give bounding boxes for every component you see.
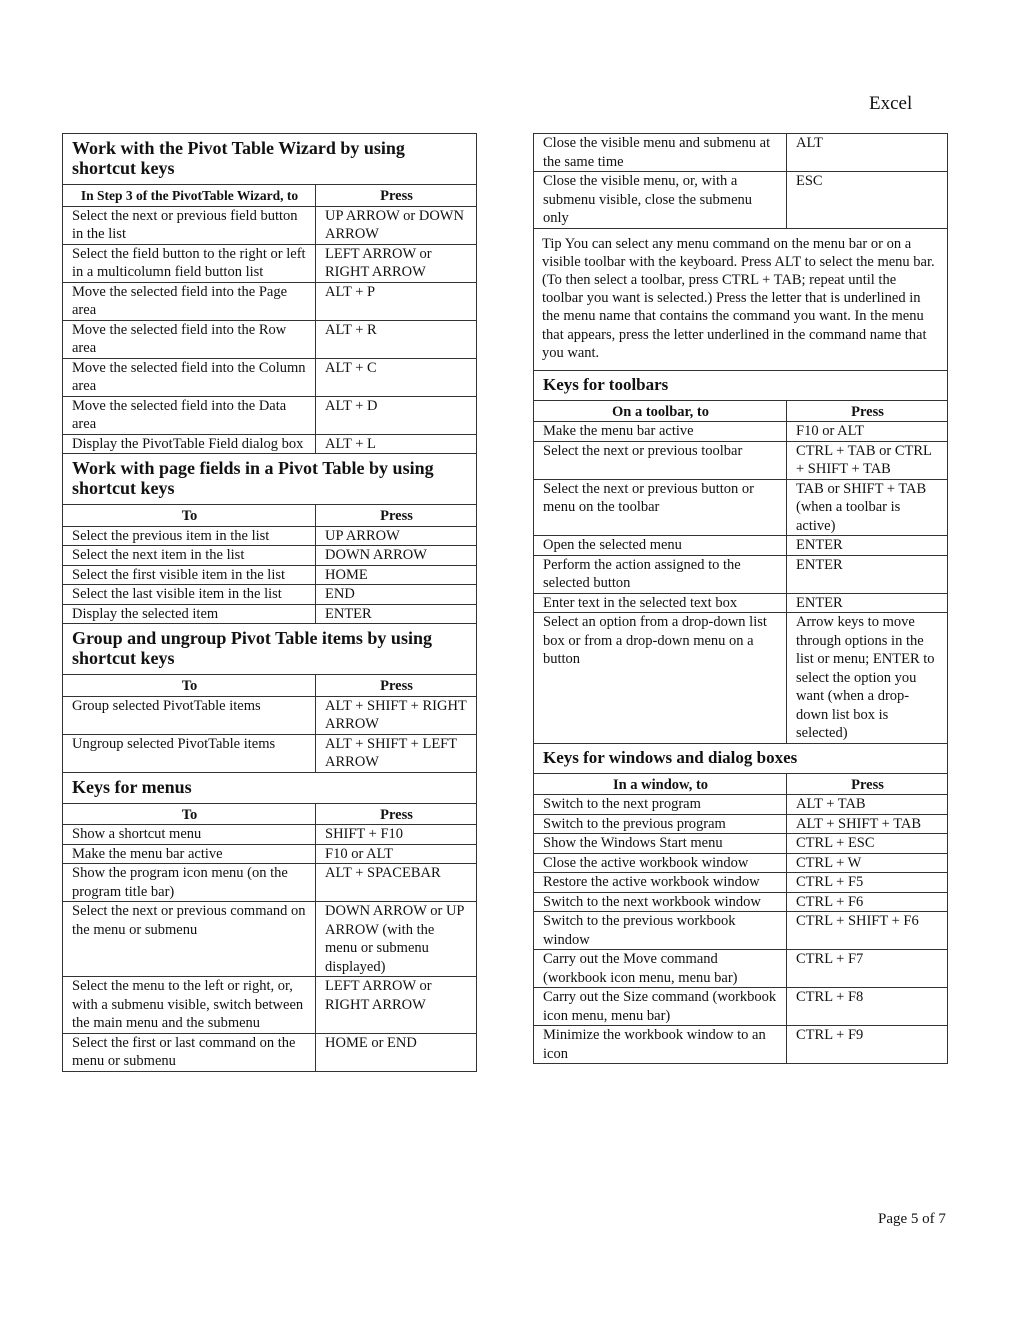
action-cell: Close the active workbook window bbox=[534, 853, 787, 873]
key-cell: CTRL + F7 bbox=[787, 950, 948, 988]
action-cell: Make the menu bar active bbox=[534, 422, 787, 442]
table-row bbox=[534, 873, 947, 893]
left-column bbox=[62, 133, 477, 1072]
action-cell: Select the first visible item in the list bbox=[63, 565, 316, 585]
action-cell: Move the selected field into the Data area bbox=[63, 396, 316, 434]
table-header-row bbox=[534, 774, 947, 795]
key-cell: CTRL + SHIFT + F6 bbox=[787, 912, 948, 950]
column-header: To bbox=[63, 804, 316, 825]
section-title: Keys for menus bbox=[63, 773, 476, 804]
key-cell: ALT + P bbox=[316, 282, 477, 320]
key-cell: ALT + SPACEBAR bbox=[316, 864, 477, 902]
key-cell: ENTER bbox=[787, 593, 948, 613]
table-row bbox=[63, 434, 476, 453]
table-row bbox=[534, 1026, 947, 1064]
windows-dialogs-section bbox=[534, 744, 947, 1064]
key-cell: ALT + L bbox=[316, 434, 477, 453]
table-row bbox=[63, 282, 476, 320]
action-cell: Display the selected item bbox=[63, 604, 316, 623]
key-cell: ALT + R bbox=[316, 320, 477, 358]
key-cell: ALT + SHIFT + TAB bbox=[787, 814, 948, 834]
section-title: Work with page fields in a Pivot Table by using shortcut keys bbox=[63, 454, 476, 505]
table-row bbox=[534, 441, 947, 479]
table-row bbox=[63, 565, 476, 585]
right-column bbox=[533, 133, 948, 1064]
table-row bbox=[63, 734, 476, 772]
action-cell: Switch to the next workbook window bbox=[534, 892, 787, 912]
table-row bbox=[534, 134, 947, 172]
table-row bbox=[534, 912, 947, 950]
shortcut-table bbox=[534, 134, 947, 228]
action-cell: Select the next or previous field button in the list bbox=[63, 206, 316, 244]
table-row bbox=[534, 795, 947, 815]
page-fields-section bbox=[63, 454, 476, 624]
table-row bbox=[534, 536, 947, 556]
action-cell: Select the first or last command on the menu or submenu bbox=[63, 1033, 316, 1071]
key-cell: UP ARROW or DOWN ARROW bbox=[316, 206, 477, 244]
action-cell: Show a shortcut menu bbox=[63, 825, 316, 845]
column-header: Press bbox=[380, 678, 413, 694]
action-cell: Select the field button to the right or left in a multicolumn field button list bbox=[63, 244, 316, 282]
action-cell: Move the selected field into the Page area bbox=[63, 282, 316, 320]
column-header: Press bbox=[380, 188, 413, 204]
group-items-section bbox=[63, 624, 476, 773]
toolbars-section bbox=[534, 371, 947, 744]
key-cell: CTRL + F8 bbox=[787, 988, 948, 1026]
table-row bbox=[63, 977, 476, 1034]
table-row bbox=[63, 844, 476, 864]
action-cell: Ungroup selected PivotTable items bbox=[63, 734, 316, 772]
table-row bbox=[63, 358, 476, 396]
table-row bbox=[63, 320, 476, 358]
action-cell: Close the visible menu, or, with a submenu visible, close the submenu only bbox=[534, 172, 787, 228]
column-header: To bbox=[63, 505, 316, 526]
key-cell: ENTER bbox=[787, 555, 948, 593]
table-row bbox=[63, 244, 476, 282]
action-cell: Select an option from a drop-down list box or from a drop-down menu on a button bbox=[534, 613, 787, 743]
key-cell: TAB or SHIFT + TAB (when a toolbar is active) bbox=[787, 479, 948, 536]
table-row bbox=[534, 479, 947, 536]
action-cell: Switch to the next program bbox=[534, 795, 787, 815]
key-cell: DOWN ARROW bbox=[316, 546, 477, 566]
menus-continued-section bbox=[534, 134, 947, 229]
section-title: Group and ungroup Pivot Table items by using shortcut keys bbox=[63, 624, 476, 675]
key-cell: CTRL + F6 bbox=[787, 892, 948, 912]
key-cell: ALT + C bbox=[316, 358, 477, 396]
action-cell: Open the selected menu bbox=[534, 536, 787, 556]
key-cell: DOWN ARROW or UP ARROW (with the menu or submenu displayed) bbox=[316, 902, 477, 977]
column-header: In Step 3 of the PivotTable Wizard, to bbox=[63, 185, 316, 206]
menus-section bbox=[63, 773, 476, 1071]
action-cell: Move the selected field into the Row area bbox=[63, 320, 316, 358]
column-header: On a toolbar, to bbox=[534, 401, 787, 422]
key-cell: ALT + SHIFT + LEFT ARROW bbox=[316, 734, 477, 772]
action-cell: Make the menu bar active bbox=[63, 844, 316, 864]
key-cell: UP ARROW bbox=[316, 526, 477, 546]
action-cell: Select the last visible item in the list bbox=[63, 585, 316, 605]
action-cell: Show the program icon menu (on the program title bar) bbox=[63, 864, 316, 902]
key-cell: HOME bbox=[316, 565, 477, 585]
column-header: In a window, to bbox=[534, 774, 787, 795]
shortcut-table bbox=[63, 804, 476, 1071]
table-header-row bbox=[63, 675, 476, 696]
table-row bbox=[63, 585, 476, 605]
action-cell: Perform the action assigned to the selected button bbox=[534, 555, 787, 593]
action-cell: Close the visible menu and submenu at the same time bbox=[534, 134, 787, 172]
action-cell: Select the next or previous command on the menu or submenu bbox=[63, 902, 316, 977]
section-title: Work with the Pivot Table Wizard by using shortcut keys bbox=[63, 134, 476, 185]
action-cell: Minimize the workbook window to an icon bbox=[534, 1026, 787, 1064]
section-title: Keys for toolbars bbox=[534, 371, 947, 401]
action-cell: Carry out the Move command (workbook icon menu, menu bar) bbox=[534, 950, 787, 988]
table-row bbox=[63, 864, 476, 902]
key-cell: ENTER bbox=[787, 536, 948, 556]
shortcut-table bbox=[63, 185, 476, 453]
shortcut-table bbox=[63, 505, 476, 623]
shortcut-table bbox=[534, 774, 947, 1064]
key-cell: HOME or END bbox=[316, 1033, 477, 1071]
table-row bbox=[63, 1033, 476, 1071]
key-cell: ALT + SHIFT + RIGHT ARROW bbox=[316, 696, 477, 734]
table-row bbox=[534, 988, 947, 1026]
table-row bbox=[63, 825, 476, 845]
pivot-wizard-section bbox=[63, 134, 476, 454]
table-row bbox=[63, 902, 476, 977]
key-cell: F10 or ALT bbox=[316, 844, 477, 864]
table-row bbox=[534, 593, 947, 613]
action-cell: Select the next or previous button or menu on the toolbar bbox=[534, 479, 787, 536]
table-row bbox=[63, 546, 476, 566]
key-cell: CTRL + F5 bbox=[787, 873, 948, 893]
table-row bbox=[534, 172, 947, 228]
table-row bbox=[63, 604, 476, 623]
action-cell: Restore the active workbook window bbox=[534, 873, 787, 893]
key-cell: CTRL + F9 bbox=[787, 1026, 948, 1064]
table-row bbox=[63, 526, 476, 546]
action-cell: Show the Windows Start menu bbox=[534, 834, 787, 854]
action-cell: Display the PivotTable Field dialog box bbox=[63, 434, 316, 453]
column-header: Press bbox=[380, 806, 413, 823]
table-row bbox=[534, 422, 947, 442]
key-cell: F10 or ALT bbox=[787, 422, 948, 442]
table-row bbox=[63, 206, 476, 244]
table-row bbox=[534, 950, 947, 988]
table-row bbox=[534, 613, 947, 743]
table-row bbox=[63, 696, 476, 734]
key-cell: CTRL + TAB or CTRL + SHIFT + TAB bbox=[787, 441, 948, 479]
table-row bbox=[534, 834, 947, 854]
key-cell: CTRL + ESC bbox=[787, 834, 948, 854]
key-cell: ESC bbox=[787, 172, 948, 228]
key-cell: ALT + D bbox=[316, 396, 477, 434]
action-cell: Select the previous item in the list bbox=[63, 526, 316, 546]
action-cell: Carry out the Size command (workbook icon menu, menu bar) bbox=[534, 988, 787, 1026]
column-header: Press bbox=[851, 403, 884, 420]
table-row bbox=[534, 814, 947, 834]
shortcut-table bbox=[534, 401, 947, 743]
table-header-row bbox=[63, 804, 476, 825]
action-cell: Switch to the previous workbook window bbox=[534, 912, 787, 950]
key-cell: CTRL + W bbox=[787, 853, 948, 873]
column-header: Press bbox=[380, 508, 413, 524]
table-header-row bbox=[63, 505, 476, 526]
key-cell: ALT bbox=[796, 135, 823, 151]
key-cell: SHIFT + F10 bbox=[316, 825, 477, 845]
key-cell: LEFT ARROW or RIGHT ARROW bbox=[316, 977, 477, 1034]
table-row bbox=[534, 892, 947, 912]
key-cell: LEFT ARROW or RIGHT ARROW bbox=[316, 244, 477, 282]
key-cell: Arrow keys to move through options in the list or menu; ENTER to select the option you want (when a drop-down list box is selected) bbox=[787, 613, 948, 743]
table-header-row bbox=[63, 185, 476, 206]
table-header-row bbox=[534, 401, 947, 422]
table-row bbox=[534, 853, 947, 873]
section-title: Keys for windows and dialog boxes bbox=[534, 744, 947, 774]
page-header-title: Excel bbox=[869, 93, 913, 114]
action-cell: Select the menu to the left or right, or, with a submenu visible, switch between the main menu and the submenu bbox=[63, 977, 316, 1034]
tip-paragraph: Tip You can select any menu command on the menu bar or on a visible toolbar with the keyboard. Press ALT to select the menu bar. (To then select a toolbar, press CTRL + TAB; repeat until the toolbar you want is selected.) Press the letter that is underlined in the menu name that contains the command you want. In the menu that appears, press the letter underlined in the command name that you want. bbox=[534, 229, 947, 371]
key-cell: END bbox=[316, 585, 477, 605]
action-cell: Select the next or previous toolbar bbox=[534, 441, 787, 479]
page-number: Page 5 of 7 bbox=[878, 1211, 946, 1227]
key-cell: ENTER bbox=[316, 604, 477, 623]
action-cell: Move the selected field into the Column area bbox=[63, 358, 316, 396]
action-cell: Group selected PivotTable items bbox=[63, 696, 316, 734]
key-cell: ALT + TAB bbox=[787, 795, 948, 815]
action-cell: Switch to the previous program bbox=[534, 814, 787, 834]
action-cell: Select the next item in the list bbox=[63, 546, 316, 566]
table-row bbox=[63, 396, 476, 434]
column-header: To bbox=[63, 675, 316, 696]
table-row bbox=[534, 555, 947, 593]
action-cell: Enter text in the selected text box bbox=[534, 593, 787, 613]
column-header: Press bbox=[851, 776, 884, 793]
shortcut-table bbox=[63, 675, 476, 772]
